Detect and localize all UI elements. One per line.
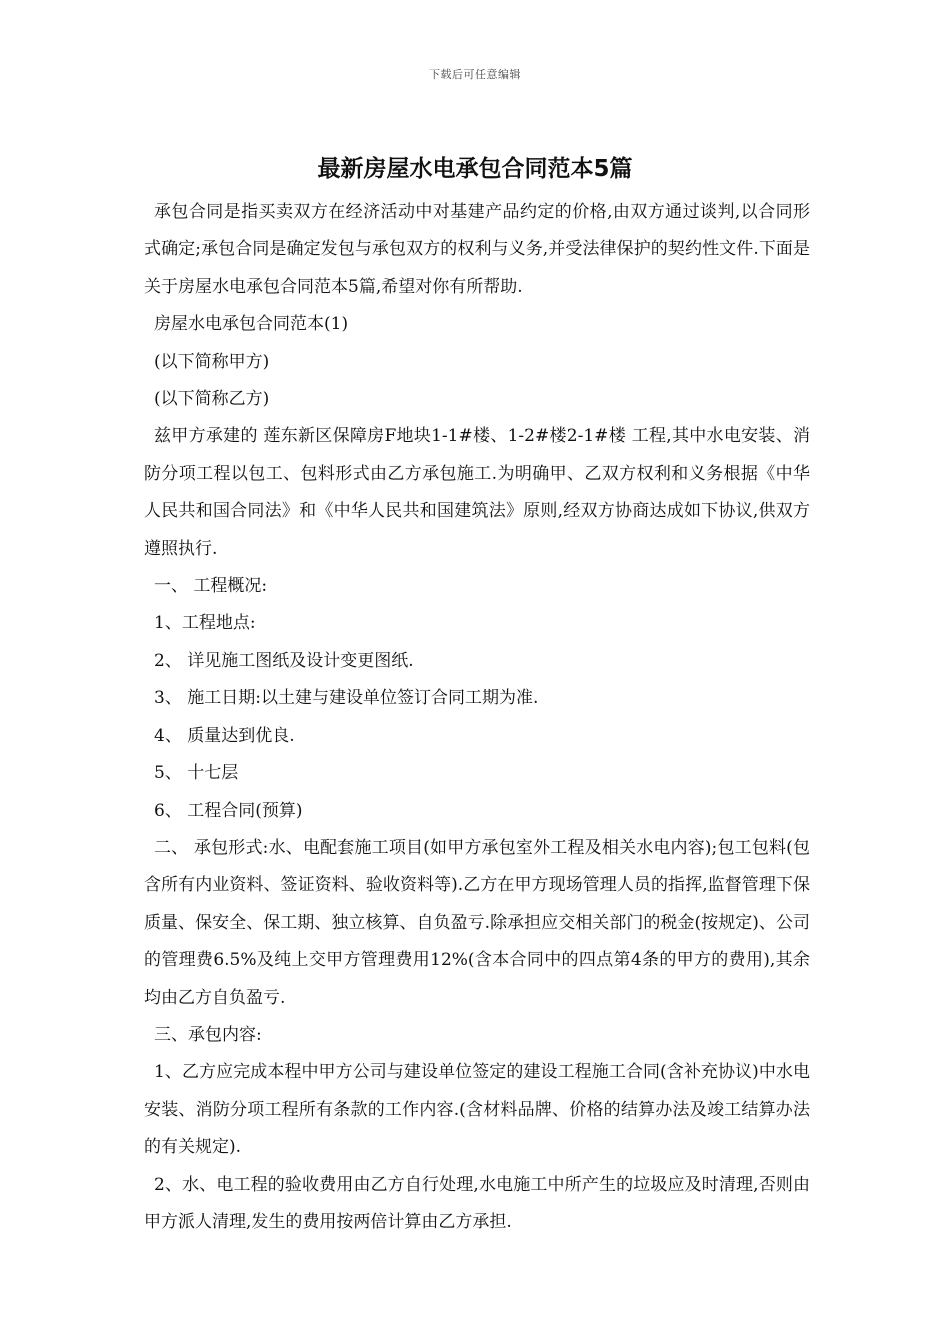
paragraph-clause-1-item-5: 5、 十七层 — [154, 763, 239, 784]
header-note: 下载后可任意编辑 — [429, 68, 521, 81]
paragraph-clause-1-item-2: 2、 详见施工图纸及设计变更图纸. — [154, 650, 414, 671]
paragraph-party-a: (以下简称甲方) — [154, 351, 270, 372]
paragraph-clause-1-item-4: 4、 质量达到优良. — [154, 725, 295, 746]
paragraph-clause-2: 二、 承包形式:水、电配套施工项目(如甲方承包室外工程及相关水电内容);包工包料(包含所有内业资料、签证资料、验收资料等).乙方在甲方现场管理人员的指挥,监督管理下保质量、保安全、保工期、独立核算、自负盈亏.除承担应交相关部门的税金(按规定)、公司的管理费6.5%及纯上交甲方管理费用12%(含本合同中的四点第4条的甲方的费用),其余均由乙方自负盈亏. — [144, 837, 810, 1008]
paragraph-party-b: (以下简称乙方) — [154, 389, 270, 410]
paragraph-clause-1-item-3: 3、 施工日期:以土建与建设单位签订合同工期为准. — [154, 688, 539, 709]
paragraph-clause-1-item-1: 1、工程地点: — [154, 613, 256, 634]
paragraph-clause-1-heading: 一、 工程概况: — [154, 576, 268, 597]
paragraph-clause-3-heading: 三、承包内容: — [154, 1024, 262, 1045]
paragraph-preamble: 兹甲方承建的 莲东新区保障房F地块1-1#楼、1-2#楼2-1#楼 工程,其中水电安装、消防分项工程以包工、包料形式由乙方承包施工.为明确甲、乙双方权利和义务根据《中华人民共和国合同法》和《中华人民共和国建筑法》原则,经双方协商达成如下协议,供双方遵照执行. — [144, 426, 810, 559]
paragraph-clause-3-item-1: 1、乙方应完成本程中甲方公司与建设单位签定的建设工程施工合同(含补充协议)中水电安装、消防分项工程所有条款的工作内容.(含材料品牌、价格的结算办法及竣工结算办法的有关规定). — [144, 1062, 810, 1158]
paragraph-intro: 承包合同是指买卖双方在经济活动中对基建产品约定的价格,由双方通过谈判,以合同形式确定;承包合同是确定发包与承包双方的权利与义务,并受法律保护的契约性文件.下面是关于房屋水电承包合同范本5篇,希望对你有所帮助. — [144, 202, 810, 297]
paragraph-section-heading: 房屋水电承包合同范本(1) — [154, 314, 349, 335]
paragraph-clause-3-item-2: 2、水、电工程的验收费用由乙方自行处理,水电施工中所产生的垃圾应及时清理,否则由甲方派人清理,发生的费用按两倍计算由乙方承担. — [144, 1174, 810, 1232]
document-title: 最新房屋水电承包合同范本5篇 — [317, 156, 633, 182]
document-body — [144, 194, 810, 1241]
paragraph-clause-1-item-6: 6、 工程合同(预算) — [154, 800, 303, 821]
